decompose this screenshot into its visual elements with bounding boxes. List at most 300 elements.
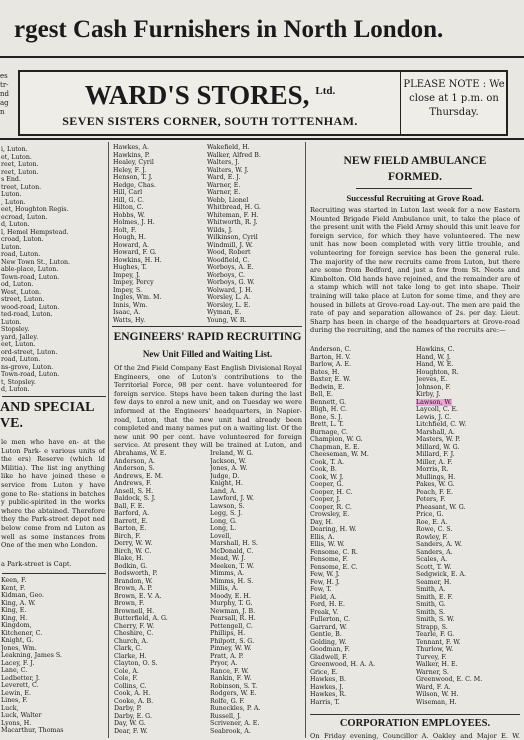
name-entry (114, 540, 206, 548)
name-entry (114, 720, 206, 728)
name-entry: Lewin, E. (1, 689, 31, 697)
name-text: Cook, T. A. (310, 458, 345, 466)
name-entry (416, 406, 522, 414)
name-text: Andrews, F. (114, 480, 152, 487)
name-entry: Jones, Wm. (1, 644, 37, 652)
name-text: Hobbs, W. (113, 211, 145, 219)
name-text: yard, Jalley. (1, 333, 39, 341)
name-text: Cole, F. (114, 675, 138, 682)
name-text: Garrard, W. (310, 623, 347, 631)
name-text: Brett, L. T. (310, 421, 344, 428)
name-entry (310, 429, 414, 437)
name-text: Woodfield, C. (207, 256, 250, 264)
name-entry (114, 563, 206, 571)
name-text: Brown, E. V. A. (114, 592, 162, 600)
name-entry (310, 609, 414, 617)
name-text: Cooper, H. C. (310, 488, 353, 496)
name-entry (207, 152, 303, 160)
name-text: Phillips, H. (210, 630, 246, 637)
name-entry (1, 386, 106, 394)
name-text: Golding, W. (310, 638, 347, 646)
name-entry (310, 699, 414, 707)
name-entry (310, 474, 414, 482)
name-entry (416, 526, 522, 534)
name-text: McDonald, C. (210, 547, 254, 555)
name-entry (1, 319, 106, 327)
name-entry (1, 191, 106, 199)
name-entry (1, 206, 106, 214)
name-text: Hawkins, C. (416, 346, 455, 353)
banner-headline: rgest Cash Furnishers in North London. (14, 16, 444, 43)
name-entry (207, 234, 303, 242)
name-text: Seabrook, A. (210, 727, 251, 735)
name-entry (210, 503, 304, 511)
name-entry (310, 376, 414, 384)
name-entry (310, 541, 414, 549)
name-text: Hand, W. E. (416, 361, 454, 368)
left-edge-fragments (0, 72, 9, 117)
name-text: Ward, E. J. (207, 174, 241, 181)
name-entry (310, 624, 414, 632)
name-text: Peters, F. (416, 496, 446, 503)
name-text: Litchfield, C. W. (416, 421, 467, 428)
name-entry (310, 414, 414, 422)
name-text: Hughes, T. (113, 264, 147, 271)
name-entry: King, H. (1, 614, 28, 622)
name-entry: Lyons, H. (1, 719, 32, 727)
name-entry (416, 496, 522, 504)
name-entry (113, 152, 203, 160)
name-text: Watts, Hy. (113, 316, 146, 324)
name-entry (310, 519, 414, 527)
name-entry (210, 495, 304, 503)
name-entry (1, 379, 106, 387)
col1-paragraph: le men who have en- at the Luton Park- e various units of the ers) Reserve (which ld Militia). The list ing anything like ho have joined these e service from Luton y have gone to Re- stations in batches y public-spirited in the works where the abtained. Therefore they the Park-street depot ned below come from nd Luton as well as some instances from One of the men who London. (1, 438, 105, 550)
name-text: Clarke, H. (114, 652, 147, 660)
name-text: Howard, F. G. (113, 249, 157, 256)
name-text: Pinney, W. W. (210, 645, 252, 652)
name-entry (310, 684, 414, 692)
name-text: Rankin, F. W. (210, 675, 252, 682)
advert-title-text: WARD'S STORES, (84, 80, 310, 110)
name-entry: Ledbetter, J. (1, 674, 40, 682)
name-text: Legg, S. J. (210, 510, 243, 517)
name-text: Church, A. (114, 637, 149, 645)
name-entry (1, 326, 106, 334)
name-text: Hill, Carl (113, 189, 143, 196)
name-entry (1, 296, 106, 304)
name-entry (416, 609, 522, 617)
name-text: Wakefield, H. (207, 144, 250, 151)
name-entry (1, 214, 106, 222)
name-text: Meeken, T. W. (210, 562, 255, 570)
name-entry: Keen, F. (1, 577, 27, 584)
name-text: Walters, J. (207, 159, 240, 166)
name-entry: Luck, (1, 704, 19, 712)
name-text: Ward, F. A. (416, 683, 451, 691)
name-entry (1, 251, 106, 259)
name-entry (1, 221, 106, 229)
name-text: croad, Luton. (1, 236, 44, 243)
name-text: Harris, T. (310, 698, 340, 706)
name-entry (310, 504, 414, 512)
name-entry (210, 465, 304, 473)
name-text: Hand, W. J. (416, 353, 451, 361)
name-text: Hedge, Chas. (113, 181, 156, 189)
name-text: Ellis, W. W. (310, 541, 345, 548)
name-entry (416, 571, 522, 579)
name-entry (114, 578, 206, 586)
name-entry (207, 227, 303, 235)
engineers-list-a (114, 450, 206, 735)
name-text: Turvey, F. (416, 653, 447, 661)
name-entry (210, 623, 304, 631)
name-text: Ball, F. E. (114, 502, 145, 510)
name-entry (207, 144, 303, 152)
name-entry (114, 548, 206, 556)
name-text: Millard, W. G. (416, 443, 460, 451)
column-divider (108, 142, 109, 738)
edge-frag: tr- (0, 81, 9, 89)
name-entry (114, 630, 206, 638)
name-text: Land, A. (210, 487, 237, 495)
name-text: Cheeseman, W. M. (310, 451, 369, 458)
advert-note-line: PLEASE NOTE : We (403, 79, 505, 90)
name-text: Few, T. (310, 586, 332, 593)
name-entry (210, 570, 304, 578)
name-text: Few, W. J. (310, 571, 340, 578)
name-entry (210, 563, 304, 571)
name-entry (1, 161, 106, 169)
name-text: Ansell, S. H. (114, 487, 154, 495)
name-entry (1, 371, 106, 379)
name-text: Strapp, S. (416, 623, 448, 631)
name-text: Robinson, S. T. (210, 682, 258, 690)
name-entry (416, 616, 522, 624)
name-entry (210, 473, 304, 481)
name-text: Anderson, C. (310, 346, 352, 353)
name-text: Fullerton, C. (310, 616, 351, 623)
name-entry (210, 510, 304, 518)
name-text: Seamer, H. (416, 578, 452, 586)
name-text: Field, A. (310, 593, 337, 601)
name-entry (310, 391, 414, 399)
name-text: Pearsall, R. H. (210, 615, 256, 622)
name-text: Cooper, R. C. (310, 503, 352, 511)
name-entry (114, 585, 206, 593)
advert-ltd: Ltd. (315, 85, 336, 97)
name-entry (416, 676, 522, 684)
name-entry (416, 601, 522, 609)
name-entry (113, 227, 203, 235)
name-entry (1, 266, 106, 274)
name-entry (210, 638, 304, 646)
name-text: t, Stopsley. (1, 378, 36, 386)
name-text: Luton. (1, 318, 22, 326)
name-entry (416, 639, 522, 647)
name-text: Bodkin, G. (114, 562, 148, 570)
name-entry (1, 274, 106, 282)
name-entry (310, 594, 414, 602)
name-entry (114, 698, 206, 706)
name-text: Warner, E. (207, 189, 241, 196)
name-text: Warner, E. (207, 181, 241, 189)
name-entry (113, 302, 203, 310)
name-text: Hawkes, R. (310, 691, 347, 698)
name-entry (210, 488, 304, 496)
name-text: Millard, F. J. (416, 451, 455, 458)
name-entry (114, 668, 206, 676)
name-text: et, Luton. (1, 153, 32, 161)
advert-rule (0, 138, 524, 140)
name-text: ord-street, Luton. (1, 348, 58, 356)
name-text: Barford, A. (114, 510, 150, 517)
name-entry (114, 690, 206, 698)
name-text: Lawford, J. W. (210, 495, 254, 502)
name-text: Cole, A. (114, 667, 139, 675)
name-text: Howkins, H. H. (113, 256, 162, 264)
name-entry (310, 564, 414, 572)
name-text: Smith, A. (416, 586, 446, 593)
name-text: Long, G. (210, 517, 237, 525)
col1-heading-line: VE. (0, 416, 23, 431)
name-entry (210, 720, 304, 728)
name-text: Barrett, E. (114, 517, 148, 525)
name-text: Hawkes, A. (113, 144, 149, 151)
name-text: Mead, W. J. (210, 555, 246, 562)
name-text: Barlow, A. E. (310, 361, 351, 368)
name-entry (113, 174, 203, 182)
name-text: Wilds, J. (207, 226, 233, 234)
name-entry (416, 376, 522, 384)
name-text: eet, Houghton Regis. (1, 206, 69, 213)
name-text: Rolfe, G. F. (210, 697, 245, 705)
name-entry (207, 302, 303, 310)
name-entry (113, 242, 203, 250)
name-entry (114, 533, 206, 541)
name-entry (310, 691, 414, 699)
name-text: Bedwin, E. (310, 383, 345, 391)
name-entry (416, 586, 522, 594)
name-text: Rance, F. W. (210, 667, 249, 675)
name-entry (210, 690, 304, 698)
name-entry (114, 638, 206, 646)
name-text: Bates, H. (310, 368, 340, 376)
name-entry (416, 534, 522, 542)
name-entry (416, 346, 522, 354)
name-entry (310, 654, 414, 662)
name-entry (1, 304, 106, 312)
name-entry (310, 511, 414, 519)
name-entry: Luck, Walter (1, 712, 42, 719)
name-text: Walker, H. E. (416, 661, 458, 668)
name-entry (310, 496, 414, 504)
name-entry (114, 600, 206, 608)
name-text: Gladwell, F. (310, 653, 348, 661)
name-entry: Kitchener, C. (1, 629, 43, 637)
name-entry (416, 661, 522, 669)
name-entry (416, 624, 522, 632)
name-text: Impey, J. (113, 271, 140, 279)
col2-name-list (113, 144, 203, 324)
wards-stores-advert (18, 70, 508, 136)
name-entry (207, 257, 303, 265)
name-entry (113, 257, 203, 265)
name-entry (210, 525, 304, 533)
name-text: od, Luton. (1, 281, 34, 288)
name-entry (310, 354, 414, 362)
name-text: Mimms, H. S. (210, 577, 254, 585)
name-entry (113, 204, 203, 212)
name-entry (416, 654, 522, 662)
name-entry (416, 669, 522, 677)
name-entry (310, 601, 414, 609)
name-text: ted-road, Luton. (1, 311, 53, 318)
name-entry (416, 414, 522, 422)
name-entry (210, 585, 304, 593)
name-entry (114, 495, 206, 503)
name-entry (416, 556, 522, 564)
name-text: Whitbread, H. G. (207, 204, 261, 211)
name-text: reet, Luton. (1, 161, 39, 168)
name-entry (310, 489, 414, 497)
name-entry (416, 594, 522, 602)
col1-name-list-bottom (1, 577, 106, 735)
name-text: Thurlow, W. (416, 646, 454, 653)
name-entry (416, 361, 522, 369)
name-entry (207, 204, 303, 212)
ambulance-heading: NEW FIELD AMBULANCE (343, 155, 487, 167)
name-entry (114, 465, 206, 473)
name-entry (114, 593, 206, 601)
name-text: Dearing, H. W. (310, 526, 357, 533)
advert-main (20, 72, 401, 134)
name-text: Pheasant, W. G. (416, 503, 466, 511)
name-entry (310, 444, 414, 452)
edge-frag: n (0, 108, 5, 116)
name-entry: Kingdom, (1, 622, 32, 629)
name-entry (114, 555, 206, 563)
name-entry (1, 289, 106, 297)
name-text: Peach, F. E. (416, 488, 454, 496)
name-text: Collins, C. (114, 682, 147, 690)
name-entry (207, 317, 303, 325)
name-text: wood-road, Luton. (1, 303, 60, 311)
name-text: Clayton, O. S. (114, 660, 158, 667)
name-entry (114, 503, 206, 511)
name-entry (113, 144, 203, 152)
name-entry (210, 728, 304, 736)
name-entry (114, 525, 206, 533)
name-text: Few, H. J. (310, 578, 340, 586)
name-entry (1, 341, 106, 349)
name-text: Webb, Lionel (207, 196, 249, 204)
name-entry (114, 683, 206, 691)
name-text: Brown, A. P. (114, 585, 153, 592)
name-entry (113, 317, 203, 325)
name-text: Pettengell, C. (210, 622, 253, 630)
name-entry (416, 391, 522, 399)
name-entry: King, A. W. (1, 599, 36, 607)
name-text: Walker, Alfred B. (207, 151, 261, 159)
name-text: Crowsley, E. (310, 511, 350, 518)
name-text: Henson, T. J. (113, 174, 153, 181)
name-text: Stopsley. (1, 326, 30, 333)
name-text: Baxter, E. W. (310, 376, 351, 383)
name-text: eet, Luton. (1, 341, 36, 348)
name-entry (310, 676, 414, 684)
name-text: Laycoll, C. E. (416, 406, 459, 413)
name-entry (310, 369, 414, 377)
name-entry (416, 549, 522, 557)
name-text: road, Luton. (1, 356, 41, 363)
name-entry (416, 436, 522, 444)
name-entry (210, 630, 304, 638)
column-divider (305, 142, 306, 738)
name-entry (207, 159, 303, 167)
name-text: l, Hemel Hempstead. (1, 228, 69, 236)
name-entry (416, 541, 522, 549)
name-entry (113, 197, 203, 205)
name-text: Scales, A. (416, 556, 448, 563)
name-text: ecroad, Luton. (1, 213, 48, 221)
name-entry (210, 578, 304, 586)
col1-paragraph-end: a Park-street is Capt. (1, 560, 72, 568)
name-text: Lewis, J. C. (416, 413, 452, 421)
name-entry (1, 184, 106, 192)
name-text: , Luton. (1, 198, 26, 206)
name-entry (113, 264, 203, 272)
advert-note (402, 78, 506, 134)
name-text: Cook, W. J. (310, 473, 344, 481)
name-entry (416, 466, 522, 474)
name-text: Bodsworth, P. (114, 570, 158, 577)
name-entry: Macarthur, Thomas (1, 727, 64, 734)
name-entry (416, 519, 522, 527)
name-entry: Lane, C. (1, 667, 28, 674)
advert-note-line: close at 1 p.m. on (409, 93, 499, 104)
name-entry (310, 451, 414, 459)
name-text: Town-road, Luton. (1, 371, 60, 378)
name-entry (416, 684, 522, 692)
name-entry (114, 705, 206, 713)
name-text: Fensome, E. C. (310, 563, 358, 571)
name-entry (416, 489, 522, 497)
name-entry (1, 356, 106, 364)
edge-frag: ag (0, 99, 9, 107)
name-entry (210, 533, 304, 541)
name-text: street, Luton. (1, 296, 45, 303)
section-rule (356, 188, 472, 189)
name-entry (1, 244, 106, 252)
name-text: Cherry, F. W. (114, 622, 155, 630)
name-text: Healey, Cyril (113, 159, 154, 166)
name-entry (114, 623, 206, 631)
name-text: Rodgers, W. E. (210, 690, 257, 697)
name-text: Smith, E. F. (416, 593, 453, 601)
name-entry (210, 705, 304, 713)
name-entry (310, 616, 414, 624)
name-text: treet, Luton. (1, 183, 42, 191)
name-text: Impey, S. (113, 286, 143, 294)
name-entry (416, 369, 522, 377)
name-entry (1, 236, 106, 244)
name-text: Fensome, F. (310, 556, 348, 563)
name-text: Warner, S. (416, 668, 449, 676)
ambulance-paragraph: Recruiting was started in Luton last week for a new Eastern Mounted Brigade Field Ambulance unit, to take the place of the present unit with the Field Army should this unit leave for foreign service, for which they have volunteered. The new unit has now been completed with very little trouble, and volunteering for foreign service has been the general rule. The majority of the new recruits came from Luton, but there are some from Bedford, and just a few from St. Neots and Kimbolton. Old hands have rejoined, and the remainder are of a stamp which will not take long to get into shape. Their training will take place at Luton for some time, and they are housed in billets at Grove-road Lay-out. The men are paid the rate of pay and separation allowance of 2s. per day. Lieut. Sharp has been in charge of the headquarters at Grove-road during the recruiting, and the names of the recruits are:— (310, 206, 520, 335)
section-rule (2, 573, 106, 574)
name-text: Luton. (1, 243, 22, 251)
